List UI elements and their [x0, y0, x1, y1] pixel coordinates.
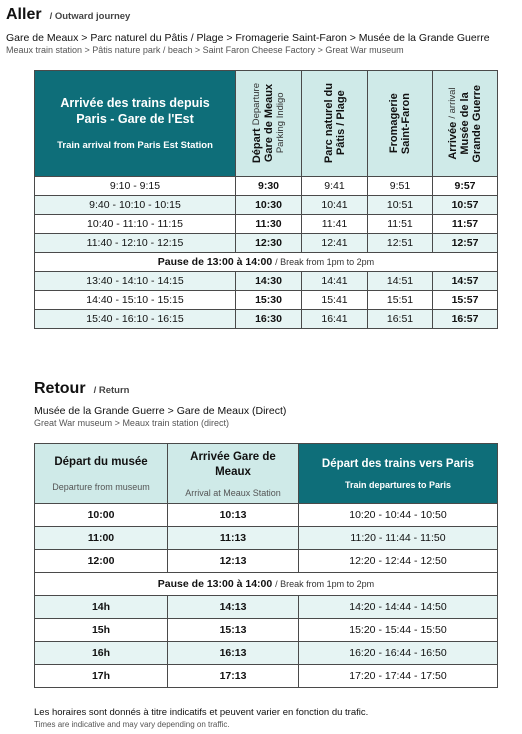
pause-text: Pause de 13:00 à 14:00 — [157, 578, 273, 590]
retour-h2-fr: Arrivée Gare de Meaux — [190, 450, 276, 478]
museum-time: 14:57 — [433, 272, 498, 291]
fromagerie-label-1: Fromagerie — [388, 93, 400, 154]
depart-time: 14:30 — [236, 272, 302, 291]
retour-route-fr: Musée de la Grande Guerre > Gare de Meaux (Direct) — [34, 405, 287, 417]
station-arrival: 15:13 — [168, 619, 299, 642]
arrivee-label-en: / arrival — [447, 87, 458, 119]
depart-label-en: Departure — [250, 83, 262, 126]
table-row — [35, 665, 498, 688]
retour-heading — [34, 380, 129, 398]
depart-time: 10:30 — [236, 196, 302, 215]
train-departures: 15:20 - 15:44 - 15:50 — [299, 619, 498, 642]
museum-time: 9:57 — [433, 177, 498, 196]
parc-time: 11:41 — [302, 215, 368, 234]
station-arrival: 17:13 — [168, 665, 299, 688]
pause-row — [35, 573, 498, 596]
depart-label: Départ — [250, 128, 263, 164]
arrivee-museum-1: Musée de la — [459, 92, 471, 155]
arrival-times: 11:40 - 12:10 - 12:15 — [35, 234, 236, 253]
parc-time: 16:41 — [302, 310, 368, 329]
retour-header-museum — [35, 444, 168, 504]
table-row — [35, 527, 498, 550]
train-departures: 16:20 - 16:44 - 16:50 — [299, 642, 498, 665]
station-arrival: 14:13 — [168, 596, 299, 619]
museum-departure: 12:00 — [35, 550, 168, 573]
station-arrival: 12:13 — [168, 550, 299, 573]
table-row — [35, 196, 498, 215]
museum-time: 11:57 — [433, 215, 498, 234]
table-row — [35, 234, 498, 253]
retour-h2-en: Arrival at Meaux Station — [185, 487, 281, 498]
retour-header-row — [35, 444, 498, 504]
museum-departure: 17h — [35, 665, 168, 688]
aller-header-arrival-fr: Arrivée des trains depuis Paris - Gare de l'Est — [60, 96, 210, 126]
arrival-times: 10:40 - 11:10 - 11:15 — [35, 215, 236, 234]
museum-time: 10:57 — [433, 196, 498, 215]
pause-text: Pause de 13:00 à 14:00 — [157, 256, 273, 268]
depart-time: 9:30 — [236, 177, 302, 196]
arrival-times: 14:40 - 15:10 - 15:15 — [35, 291, 236, 310]
arrival-times: 9:10 - 9:15 — [35, 177, 236, 196]
retour-route-en: Great War museum > Meaux train station (direct) — [34, 418, 229, 428]
depart-station: Gare de Meaux — [262, 84, 275, 163]
pause-text-en: / Break from 1pm to 2pm — [275, 257, 375, 267]
pause-text-en: / Break from 1pm to 2pm — [275, 579, 375, 589]
depart-time: 16:30 — [236, 310, 302, 329]
museum-time: 12:57 — [433, 234, 498, 253]
train-departures: 11:20 - 11:44 - 11:50 — [299, 527, 498, 550]
museum-departure: 16h — [35, 642, 168, 665]
table-row — [35, 215, 498, 234]
depart-time: 15:30 — [236, 291, 302, 310]
retour-header-station — [168, 444, 299, 504]
museum-time: 16:57 — [433, 310, 498, 329]
table-row — [35, 619, 498, 642]
table-row — [35, 272, 498, 291]
table-row — [35, 642, 498, 665]
arrivee-museum-2: Grande Guerre — [471, 84, 483, 163]
retour-h3-fr: Départ des trains vers Paris — [321, 458, 475, 470]
retour-header-trains — [299, 444, 498, 504]
train-departures: 12:20 - 12:44 - 12:50 — [299, 550, 498, 573]
depart-parking: Parking Indigo — [274, 93, 286, 154]
arrival-times: 13:40 - 14:10 - 14:15 — [35, 272, 236, 291]
train-departures: 14:20 - 14:44 - 14:50 — [299, 596, 498, 619]
aller-heading — [6, 6, 130, 24]
parc-time: 15:41 — [302, 291, 368, 310]
aller-header-fromagerie — [368, 71, 433, 177]
parc-time: 9:41 — [302, 177, 368, 196]
museum-departure: 15h — [35, 619, 168, 642]
table-row — [35, 177, 498, 196]
aller-header-depart — [236, 71, 302, 177]
parc-time: 14:41 — [302, 272, 368, 291]
museum-departure: 10:00 — [35, 504, 168, 527]
pause-cell — [35, 253, 498, 272]
aller-header-parc — [302, 71, 368, 177]
aller-subtitle: / Outward journey — [49, 11, 131, 22]
table-row — [35, 504, 498, 527]
museum-departure: 14h — [35, 596, 168, 619]
footer-note: Les horaires sont donnés à titre indicatifs et peuvent varier en fonction du trafic. — [34, 707, 369, 718]
footer-note-en: Times are indicative and may vary depending on traffic. — [34, 720, 230, 729]
aller-timetable — [34, 70, 498, 329]
aller-route-en: Meaux train station > Pâtis nature park / beach > Saint Faron Cheese Factory > Great War museum — [6, 45, 404, 55]
parc-time: 12:41 — [302, 234, 368, 253]
fromagerie-time: 11:51 — [368, 215, 433, 234]
fromagerie-time: 16:51 — [368, 310, 433, 329]
aller-header-arrivee — [433, 71, 498, 177]
depart-time: 12:30 — [236, 234, 302, 253]
retour-title: Retour — [34, 380, 86, 397]
station-arrival: 10:13 — [168, 504, 299, 527]
retour-h1-fr: Départ du musée — [54, 456, 148, 468]
station-arrival: 16:13 — [168, 642, 299, 665]
aller-header-arrival — [35, 71, 236, 177]
arrivee-label: Arrivée — [447, 121, 459, 160]
aller-header-arrival-en: Train arrival from Paris Est Station — [57, 140, 213, 151]
museum-time: 15:57 — [433, 291, 498, 310]
museum-departure: 11:00 — [35, 527, 168, 550]
fromagerie-time: 9:51 — [368, 177, 433, 196]
table-row — [35, 550, 498, 573]
train-departures: 17:20 - 17:44 - 17:50 — [299, 665, 498, 688]
fromagerie-time: 12:51 — [368, 234, 433, 253]
retour-timetable — [34, 443, 498, 688]
pause-cell — [35, 573, 498, 596]
fromagerie-time: 14:51 — [368, 272, 433, 291]
fromagerie-label-2: Saint-Faron — [400, 92, 412, 155]
retour-subtitle: / Return — [93, 385, 130, 396]
parc-label-1: Parc naturel du — [322, 83, 335, 164]
parc-label-2: Pâtis / Plage — [334, 91, 347, 156]
aller-title: Aller — [6, 6, 42, 23]
station-arrival: 11:13 — [168, 527, 299, 550]
retour-h1-en: Departure from museum — [52, 482, 150, 492]
parc-time: 10:41 — [302, 196, 368, 215]
aller-header-row — [35, 71, 498, 177]
table-row — [35, 291, 498, 310]
train-departures: 10:20 - 10:44 - 10:50 — [299, 504, 498, 527]
retour-h3-en: Train departures to Paris — [344, 480, 452, 490]
arrival-times: 15:40 - 16:10 - 16:15 — [35, 310, 236, 329]
pause-row — [35, 253, 498, 272]
depart-time: 11:30 — [236, 215, 302, 234]
table-row — [35, 596, 498, 619]
aller-route-fr: Gare de Meaux > Parc naturel du Pâtis / Plage > Fromagerie Saint-Faron > Musée de la Grande Guerre — [6, 32, 490, 44]
fromagerie-time: 10:51 — [368, 196, 433, 215]
table-row — [35, 310, 498, 329]
arrival-times: 9:40 - 10:10 - 10:15 — [35, 196, 236, 215]
fromagerie-time: 15:51 — [368, 291, 433, 310]
